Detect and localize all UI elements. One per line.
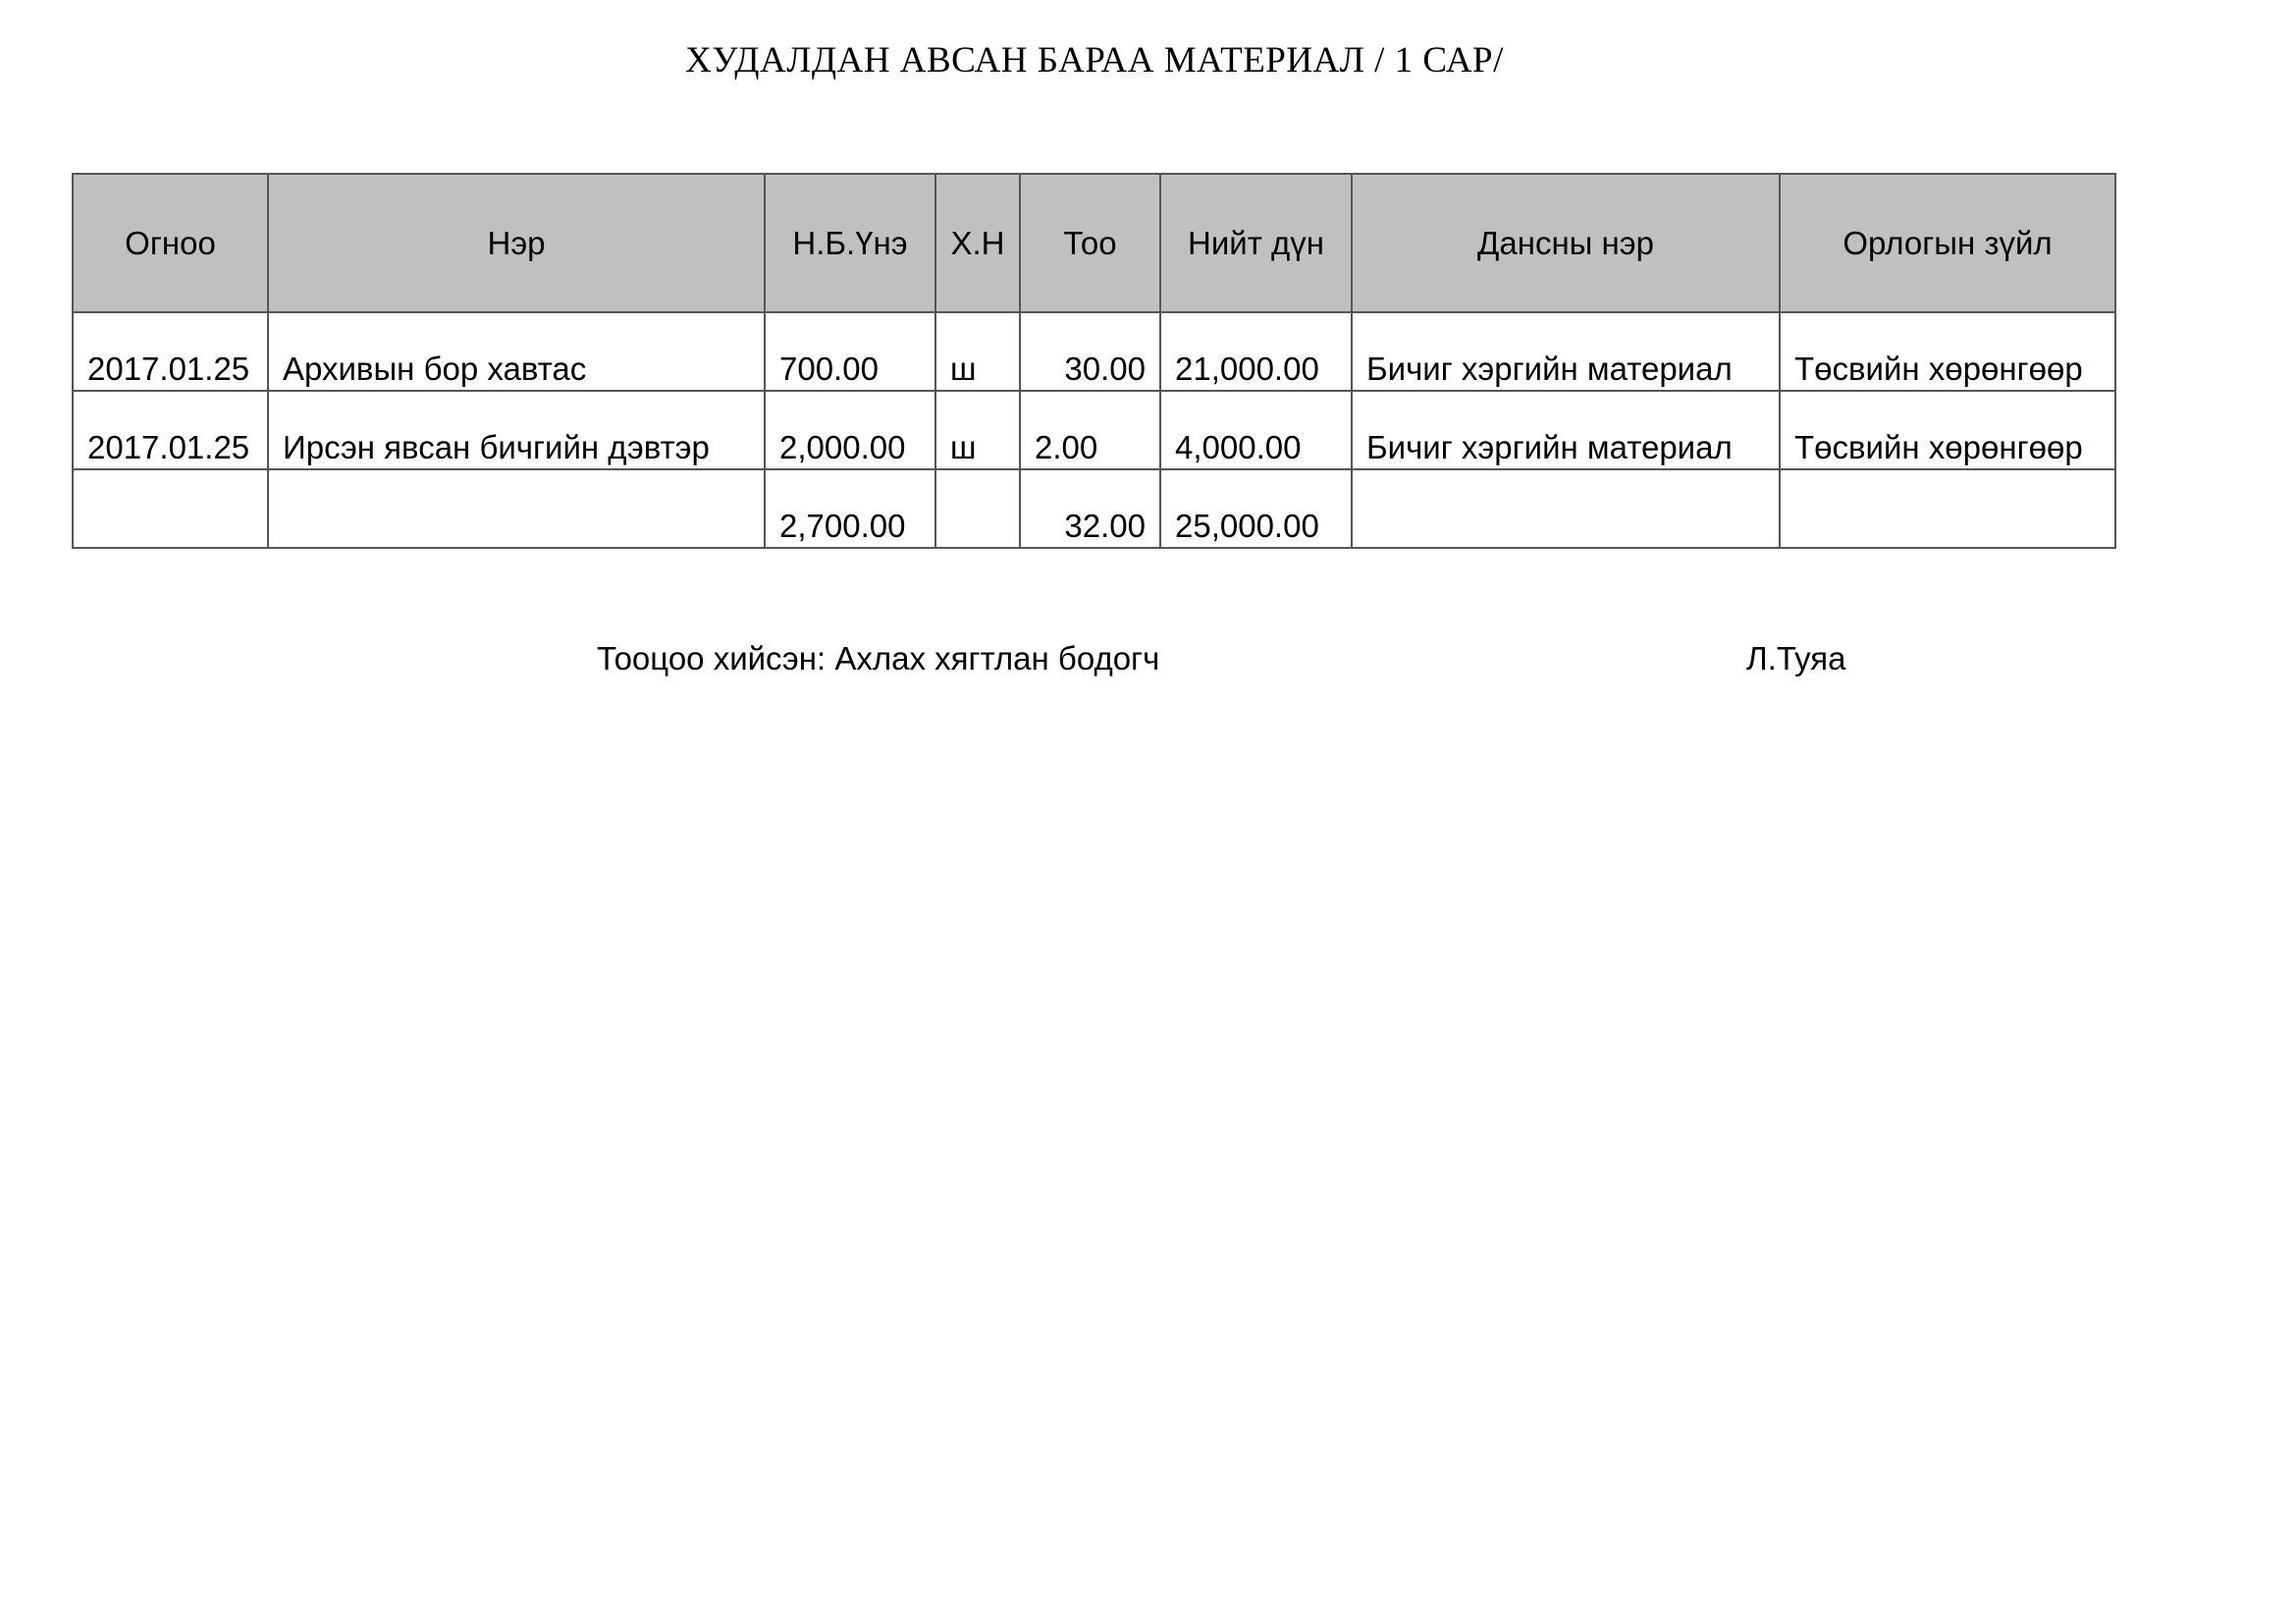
prepared-by-label: Тооцоо хийсэн: Ахлах хягтлан бодогч: [597, 640, 1160, 677]
cell-total: 4,000.00: [1160, 391, 1352, 469]
cell-unit-price: 2,000.00: [765, 391, 935, 469]
table-row: [73, 312, 2115, 391]
column-header-qty: Тоо: [1020, 174, 1160, 312]
signer-name: Л.Туяа: [1746, 640, 1846, 677]
table-row: [73, 391, 2115, 469]
column-header-total: Нийт дүн: [1160, 174, 1352, 312]
cell-source: Төсвийн хөрөнгөөр: [1780, 391, 2115, 469]
cell-unit: ш: [935, 312, 1020, 391]
document-title: ХУДАЛДАН АВСАН БАРАА МАТЕРИАЛ / 1 САР/: [685, 40, 1504, 81]
cell-total: 21,000.00: [1160, 312, 1352, 391]
cell-date: 2017.01.25: [73, 391, 268, 469]
cell-name: Ирсэн явсан бичгийн дэвтэр: [268, 391, 765, 469]
cell-date: 2017.01.25: [73, 312, 268, 391]
column-header-name: Нэр: [268, 174, 765, 312]
column-header-date: Огноо: [73, 174, 268, 312]
cell-empty: [1352, 469, 1780, 548]
column-header-unit: Х.Н: [935, 174, 1020, 312]
cell-unit: ш: [935, 391, 1020, 469]
cell-account: Бичиг хэргийн материал: [1352, 391, 1780, 469]
purchase-table: [72, 173, 2116, 549]
cell-unit-price: 700.00: [765, 312, 935, 391]
cell-empty: [935, 469, 1020, 548]
cell-empty: [1780, 469, 2115, 548]
column-header-source: Орлогын зүйл: [1780, 174, 2115, 312]
cell-qty: 2.00: [1020, 391, 1160, 469]
table-header-row: [73, 174, 2115, 312]
cell-source: Төсвийн хөрөнгөөр: [1780, 312, 2115, 391]
cell-qty: 30.00: [1020, 312, 1160, 391]
total-qty: 32.00: [1020, 469, 1160, 548]
totals-row: [73, 469, 2115, 548]
total-unit-price: 2,700.00: [765, 469, 935, 548]
total-amount: 25,000.00: [1160, 469, 1352, 548]
column-header-unit-price: Н.Б.Үнэ: [765, 174, 935, 312]
cell-empty: [73, 469, 268, 548]
column-header-account: Дансны нэр: [1352, 174, 1780, 312]
cell-empty: [268, 469, 765, 548]
cell-account: Бичиг хэргийн материал: [1352, 312, 1780, 391]
cell-name: Архивын бор хавтас: [268, 312, 765, 391]
